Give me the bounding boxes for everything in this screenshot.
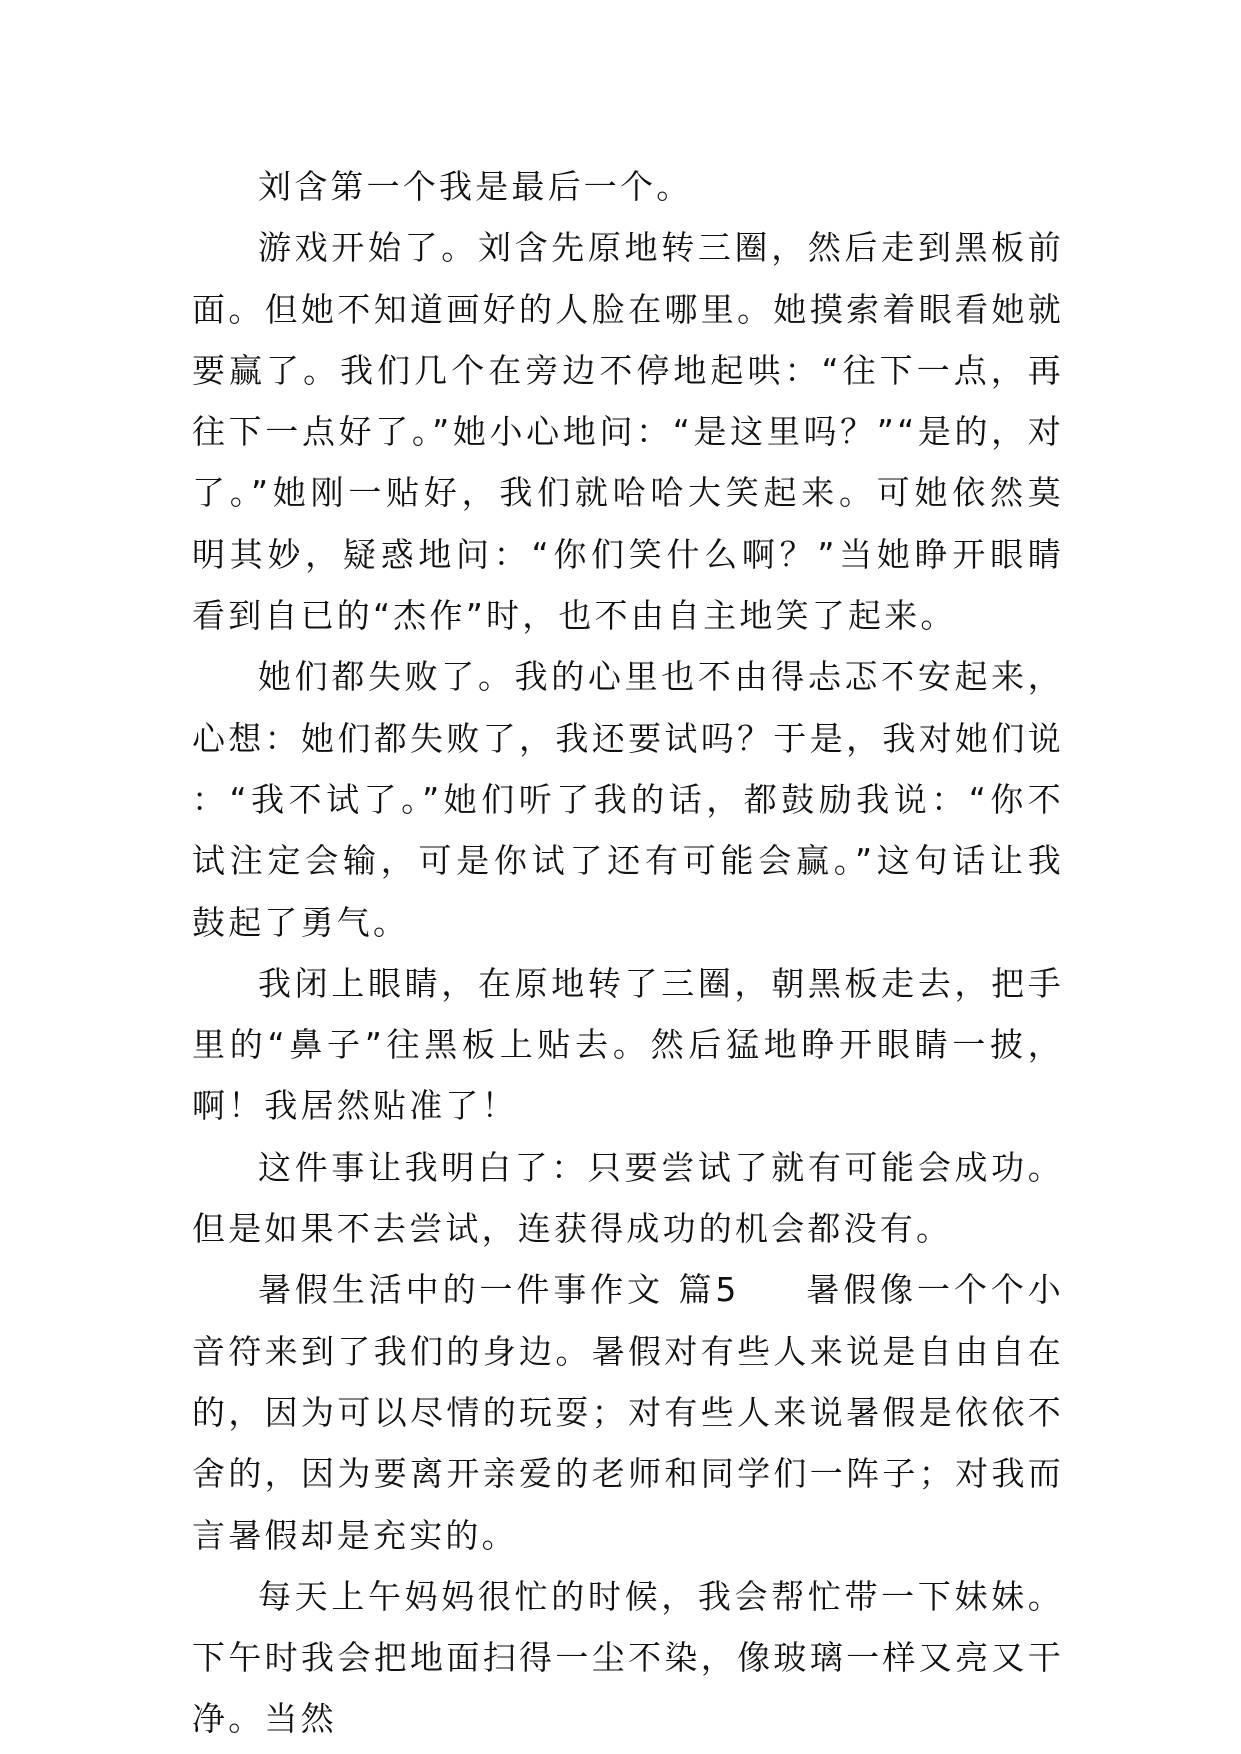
paragraph-2: 游戏开始了。刘含先原地转三圈，然后走到黑板前面。但她不知道画好的人脸在哪里。她摸索着眼看她就要赢了。我们几个在旁边不停地起哄：“往下一点，再往下一点好了。”她小心地问：“是这里吗？”“是的，对了。”她刚一贴好，我们就哈哈大笑起来。可她依然莫明其妙，疑惑地问：“你们笑什么啊？”当她睁开眼睛看到自已的“杰作”时，也不由自主地笑了起来。 <box>192 228 1064 636</box>
section-lead: 暑假像一个个小音符来到了我们的身边。暑假对有些人来说是自由自在的，因为可以尽情的玩耍；对有些人来说暑假是依依不舍的，因为要离开亲爱的老师和同学们一阵子；对我而言暑假却是充实的。 <box>192 1270 1064 1555</box>
paragraph-1: 刘含第一个我是最后一个。 <box>258 167 693 206</box>
paragraph-3: 她们都失败了。我的心里也不由得忐忑不安起来，心想：她们都失败了，我还要试吗？于是，我对她们说：“我不试了。”她们听了我的话，都鼓励我说：“你不试注定会输，可是你试了还有可能会赢。”这句话让我鼓起了勇气。 <box>192 657 1064 942</box>
section-paragraph <box>192 1259 1064 1565</box>
section-heading: 暑假生活中的一件事作文 篇5 <box>258 1270 740 1310</box>
paragraph-5: 这件事让我明白了：只要尝试了就有可能会成功。但是如果不去尝试，连获得成功的机会都没有。 <box>192 1147 1064 1249</box>
document-page <box>192 156 1064 1750</box>
paragraph-closing: 每天上午妈妈很忙的时候，我会帮忙带一下妹妹。下午时我会把地面扫得一尘不染，像玻璃一样又亮又干净。当然 <box>192 1576 1064 1739</box>
paragraph-4: 我闭上眼睛，在原地转了三圈，朝黑板走去，把手里的“鼻子”往黑板上贴去。然后猛地睁开眼睛一披，啊！我居然贴准了！ <box>192 963 1064 1126</box>
